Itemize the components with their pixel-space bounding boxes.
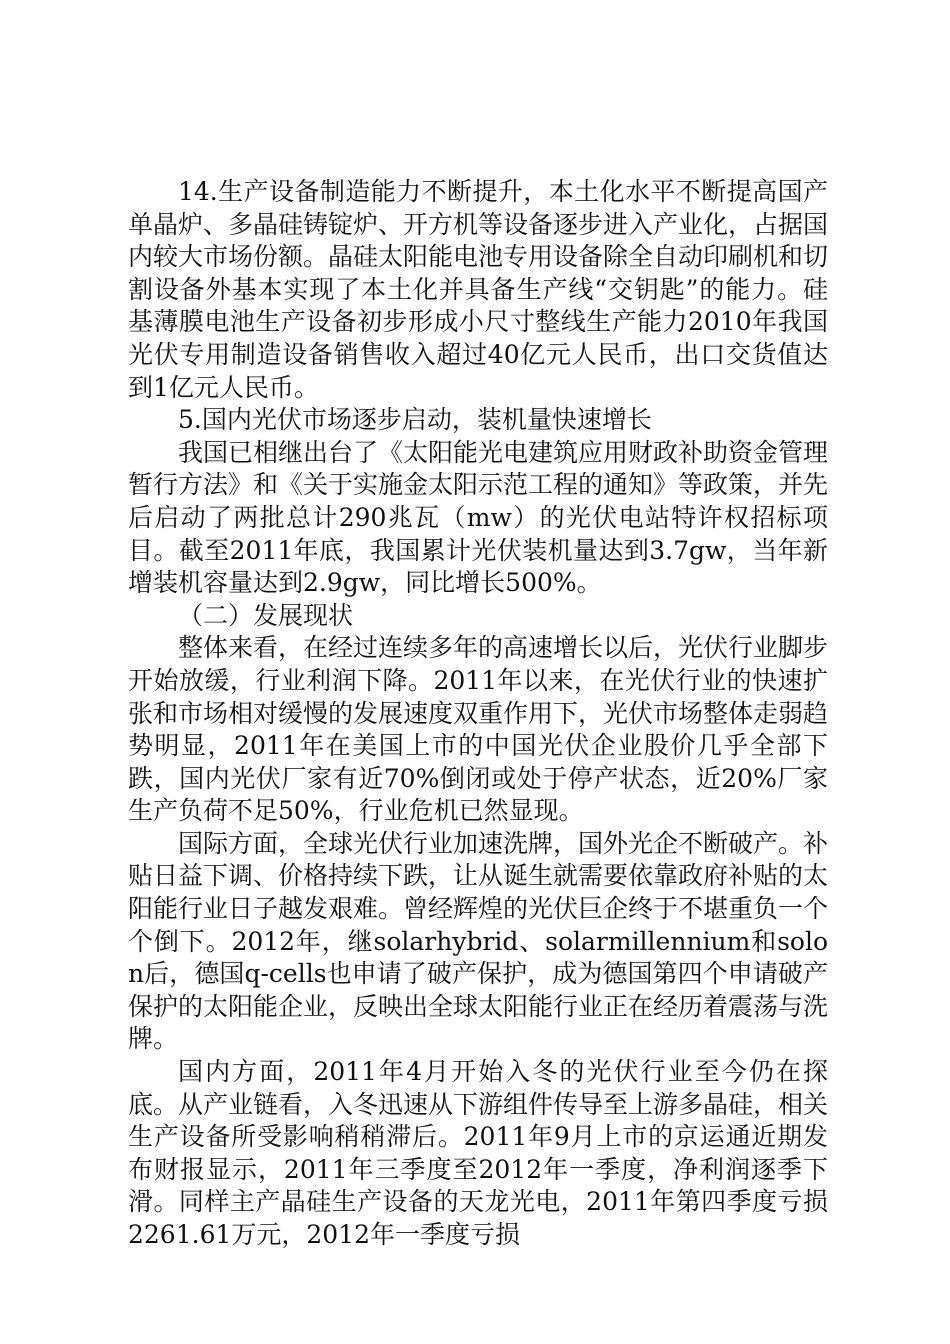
paragraph-international: 国际方面，全球光伏行业加速洗牌，国外光企不断破产。补贴日益下调、价格持续下跌，让从诞生就需要依靠政府补贴的太阳能行业日子越发艰难。曾经辉煌的光伏巨企终于不堪重负一个个倒下。2012年，继solarhybrid、solarmillennium和solon后，德国q-cells也申请了破产保护，成为德国第四个申请破产保护的太阳能企业，反映出全球太阳能行业正在经历着震荡与洗牌。	[128, 828, 829, 1054]
paragraph-equipment-manufacturing: 14.生产设备制造能力不断提升，本土化水平不断提高国产单晶炉、多晶硅铸锭炉、开方机等设备逐步进入产业化，占据国内较大市场份额。晶硅太阳能电池专用设备除全自动印刷机和切割设备外基本实现了本土化并具备生产线“交钥匙”的能力。硅基薄膜电池生产设备初步形成小尺寸整线生产能力2010年我国光伏专用制造设备销售收入超过40亿元人民币，出口交货值达到1亿元人民币。	[128, 177, 829, 402]
section-heading-domestic-market: 5.国内光伏市场逐步启动，装机量快速增长	[178, 405, 652, 435]
paragraph-overall-status: 整体来看，在经过连续多年的高速增长以后，光伏行业脚步开始放缓，行业利润下降。2011年以来，在光伏行业的快速扩张和市场相对缓慢的发展速度双重作用下，光伏市场整体走弱趋势明显，2011年在美国上市的中国光伏企业股价几乎全部下跌，国内光伏厂家有近70%倒闭或处于停产状态，近20%厂家生产负荷不足50%，行业危机已然显现。	[128, 633, 829, 826]
paragraph-domestic-status: 国内方面，2011年4月开始入冬的光伏行业至今仍在探底。从产业链看，入冬迅速从下游组件传导至上游多晶硅，相关生产设备所受影响稍稍滞后。2011年9月上市的京运通近期发布财报显示，2011年三季度至2012年一季度，净利润逐季下滑。同样主产晶硅生产设备的天龙光电，2011年第四季度亏损2261.61万元，2012年一季度亏损	[128, 1057, 829, 1249]
paragraph-domestic-policy: 我国已相继出台了《太阳能光电建筑应用财政补助资金管理暂行方法》和《关于实施金太阳示范工程的通知》等政策，并先后启动了两批总计290兆瓦（mw）的光伏电站特许权招标项目。截至2011年底，我国累计光伏装机量达到3.7gw，当年新增装机容量达到2.9gw，同比增长500%。	[128, 437, 829, 598]
section-heading-development-status: （二）发展现状	[178, 600, 354, 630]
document-body	[128, 176, 828, 1252]
